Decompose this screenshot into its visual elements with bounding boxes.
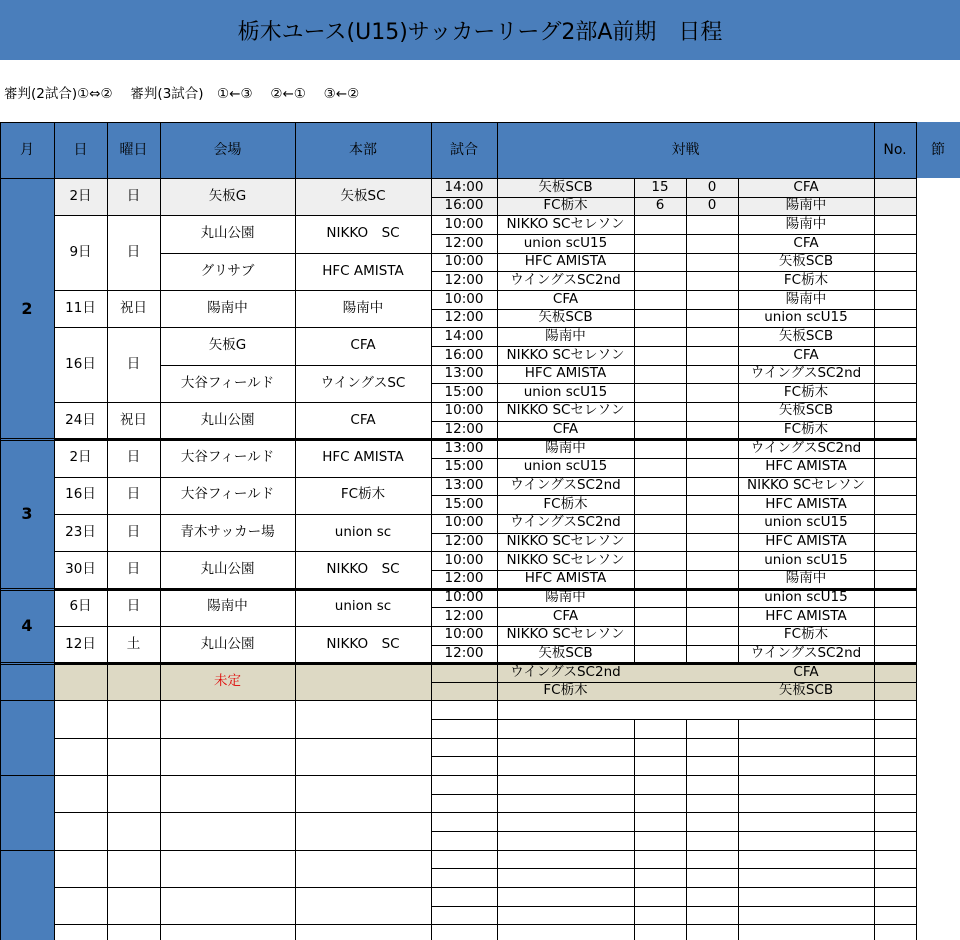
grid-line <box>431 831 916 832</box>
away-score <box>686 458 738 477</box>
match-no <box>874 402 916 421</box>
grid-line <box>431 495 916 496</box>
away-score <box>686 533 738 552</box>
grid-line <box>874 122 875 940</box>
grid-line <box>54 924 431 925</box>
away-team: ウイングスSC2nd <box>750 365 862 382</box>
match-no <box>874 271 916 290</box>
match-time: 10:00 <box>444 589 484 606</box>
grid-line <box>0 122 1 940</box>
away-score <box>686 514 738 533</box>
grid-line <box>431 402 916 403</box>
match-no <box>874 514 916 533</box>
home-team: CFA <box>552 421 579 438</box>
month-cell: 2 <box>0 178 54 439</box>
grid-line <box>431 477 916 478</box>
grid-line <box>431 533 916 534</box>
grid-line <box>0 122 916 123</box>
venue-cell: 丸山公園 <box>200 561 255 578</box>
grid-line <box>431 551 916 552</box>
hq-cell: FC栃木 <box>340 486 386 503</box>
away-team: 陽南中 <box>785 570 827 587</box>
grid-line <box>54 514 431 515</box>
match-no <box>874 682 916 701</box>
venue-cell: 青木サッカー場 <box>180 523 275 540</box>
header-weekday: 曜日 <box>107 122 160 178</box>
match-time: 16:00 <box>431 197 497 216</box>
grid-line <box>54 626 431 627</box>
away-team: CFA <box>738 178 874 197</box>
home-team: HFC AMISTA <box>524 253 607 270</box>
month-cell-empty <box>0 850 54 940</box>
home-score <box>634 477 686 496</box>
grid-line <box>54 738 431 739</box>
match-no <box>874 234 916 253</box>
header-match: 対戦 <box>497 122 874 178</box>
away-team: NIKKO SCセレソン <box>747 477 865 494</box>
away-score <box>686 477 738 496</box>
home-team: ウイングスSC2nd <box>510 271 621 288</box>
match-time: 10:00 <box>444 215 484 232</box>
grid-line <box>431 850 916 851</box>
grid-line <box>54 812 431 813</box>
hq-cell: CFA <box>350 411 376 428</box>
hq-cell: HFC AMISTA <box>322 262 404 279</box>
away-score <box>686 346 738 365</box>
hq-cell: NIKKO SC <box>326 225 400 242</box>
away-score <box>686 551 738 570</box>
away-score <box>686 495 738 514</box>
match-time: 12:00 <box>444 645 484 662</box>
venue-cell: 丸山公園 <box>200 411 255 428</box>
day-cell: 9日 <box>69 243 92 260</box>
home-score <box>634 346 686 365</box>
match-no <box>874 551 916 570</box>
home-team: NIKKO SCセレソン <box>506 402 625 419</box>
grid-line <box>431 309 916 310</box>
weekday-cell: 祝日 <box>120 299 147 316</box>
away-score <box>686 383 738 402</box>
grid-line <box>497 122 498 940</box>
grid-line <box>431 570 916 571</box>
away-team: FC栃木 <box>783 626 829 643</box>
home-team: 陽南中 <box>545 439 586 456</box>
away-team: HFC AMISTA <box>765 533 847 550</box>
home-score <box>634 421 686 440</box>
match-time: 12:00 <box>444 234 484 251</box>
home-score <box>634 290 686 309</box>
match-time: 16:00 <box>444 346 484 363</box>
grid-line <box>0 850 54 851</box>
home-team: union scU15 <box>523 458 608 475</box>
undecided-hq <box>295 663 431 700</box>
grid-line <box>54 122 55 940</box>
match-no <box>874 365 916 384</box>
away-team: union scU15 <box>764 551 848 568</box>
home-team: CFA <box>552 290 579 307</box>
grid-line <box>431 253 916 254</box>
hq-cell: NIKKO SC <box>326 561 400 578</box>
home-team: FC栃木 <box>497 197 634 216</box>
grid-line <box>686 719 687 940</box>
day-cell: 11日 <box>65 299 96 316</box>
home-score <box>634 607 686 626</box>
away-score <box>686 309 738 328</box>
away-team: CFA <box>738 663 874 682</box>
match-time: 14:00 <box>431 178 497 197</box>
venue-cell: 矢板G <box>160 178 295 215</box>
home-team: NIKKO SCセレソン <box>506 551 625 568</box>
match-no <box>874 421 916 440</box>
grid-line <box>431 775 916 776</box>
away-team: CFA <box>793 346 819 363</box>
away-team: union scU15 <box>764 514 848 531</box>
home-score <box>634 234 686 253</box>
home-team: 陽南中 <box>545 589 586 606</box>
home-team: 矢板SCB <box>538 309 593 326</box>
venue-cell: 陽南中 <box>207 299 248 316</box>
page-title: 栃木ユース(U15)サッカーリーグ2部A前期 日程 <box>0 0 960 60</box>
away-score <box>686 253 738 272</box>
grid-line <box>431 346 916 347</box>
match-time: 12:00 <box>444 271 484 288</box>
header-day: 日 <box>54 122 107 178</box>
hq-cell: ウイングスSC <box>320 374 406 391</box>
grid-line <box>107 122 108 940</box>
grid-line <box>54 215 431 216</box>
grid-line <box>431 738 916 739</box>
grid-line <box>431 383 916 384</box>
home-team: HFC AMISTA <box>524 570 607 587</box>
home-score <box>634 645 686 664</box>
home-score <box>634 327 686 346</box>
home-team: NIKKO SCセレソン <box>506 346 625 363</box>
home-score <box>634 570 686 589</box>
grid-line <box>54 775 431 776</box>
undecided-label: 未定 <box>160 663 295 700</box>
header-round: 節 <box>916 122 960 178</box>
grid-line <box>295 122 296 940</box>
away-team: ウイングスSC2nd <box>750 645 862 662</box>
away-score <box>686 234 738 253</box>
weekday-cell: 祝日 <box>120 411 147 428</box>
away-team: 矢板SCB <box>738 682 874 701</box>
day-cell: 12日 <box>65 635 96 652</box>
weekday-cell: 日 <box>126 598 141 615</box>
day-cell: 2日 <box>54 178 107 215</box>
grid-line <box>54 402 431 403</box>
day-cell: 16日 <box>65 355 96 372</box>
home-score <box>634 551 686 570</box>
home-team: CFA <box>552 607 579 624</box>
grid-line <box>431 458 916 459</box>
day-cell: 24日 <box>65 411 96 428</box>
weekday-cell: 日 <box>126 523 141 540</box>
match-time: 10:00 <box>444 402 484 419</box>
home-team: FC栃木 <box>497 682 634 701</box>
grid-line <box>160 365 431 366</box>
hq-cell: CFA <box>350 337 376 354</box>
home-team: NIKKO SCセレソン <box>506 626 625 643</box>
match-time: 12:00 <box>444 607 484 624</box>
hq-cell: 陽南中 <box>342 299 384 316</box>
home-team: HFC AMISTA <box>524 365 607 382</box>
match-time: 13:00 <box>444 477 484 494</box>
grid-line <box>54 477 431 478</box>
hq-cell: union sc <box>334 523 392 540</box>
hq-cell: 矢板SC <box>295 178 431 215</box>
home-score: 6 <box>634 197 686 216</box>
grid-line <box>431 234 916 235</box>
home-team: 陽南中 <box>545 327 586 344</box>
away-team: 陽南中 <box>738 197 874 216</box>
match-time: 10:00 <box>444 626 484 643</box>
match-no <box>874 383 916 402</box>
home-score: 15 <box>634 178 686 197</box>
grid-line <box>54 290 431 291</box>
home-team: union scU15 <box>523 234 608 251</box>
home-team: ウイングスSC2nd <box>510 477 621 494</box>
home-team: 矢板SCB <box>497 178 634 197</box>
away-score: 0 <box>686 197 738 216</box>
grid-line <box>0 178 916 179</box>
match-time: 15:00 <box>444 383 484 400</box>
grid-line <box>431 906 916 907</box>
away-team: 矢板SCB <box>778 253 834 270</box>
home-score <box>634 458 686 477</box>
away-score <box>686 570 738 589</box>
away-score <box>686 271 738 290</box>
month-cell-empty <box>0 738 54 850</box>
grid-line <box>634 719 635 940</box>
home-score <box>634 514 686 533</box>
match-no <box>874 253 916 272</box>
match-time: 12:00 <box>444 421 484 438</box>
home-team: 矢板SCB <box>538 645 593 662</box>
home-score <box>634 271 686 290</box>
away-team: union scU15 <box>764 589 848 606</box>
home-team: NIKKO SCセレソン <box>506 533 625 550</box>
match-time: 12:00 <box>444 533 484 550</box>
grid-line <box>431 794 916 795</box>
venue-cell: グリサブ <box>200 262 255 279</box>
away-score <box>686 327 738 346</box>
hq-cell: union sc <box>334 598 392 615</box>
match-no <box>874 290 916 309</box>
day-cell: 6日 <box>69 598 92 615</box>
grid-line <box>0 662 916 668</box>
match-time: 13:00 <box>444 365 484 382</box>
away-score <box>686 626 738 645</box>
home-score <box>634 495 686 514</box>
hq-cell: NIKKO SC <box>326 635 400 652</box>
header-month: 月 <box>0 122 54 178</box>
venue-cell: 大谷フィールド <box>180 486 275 503</box>
weekday-cell: 日 <box>126 486 141 503</box>
grid-line <box>916 122 917 940</box>
match-time: 15:00 <box>444 458 484 475</box>
away-team: union scU15 <box>764 309 848 326</box>
weekday-cell: 日 <box>126 243 141 260</box>
away-score <box>686 421 738 440</box>
venue-cell: 大谷フィールド <box>180 449 275 466</box>
grid-line <box>431 365 916 366</box>
match-time: 10:00 <box>444 290 484 307</box>
grid-line <box>54 887 431 888</box>
away-team: 矢板SCB <box>778 402 834 419</box>
match-time: 10:00 <box>444 253 484 270</box>
grid-line <box>431 887 916 888</box>
grid-line <box>431 607 916 608</box>
grid-line <box>431 122 432 940</box>
away-score <box>686 402 738 421</box>
match-no <box>874 570 916 589</box>
away-team: ウイングスSC2nd <box>750 439 862 456</box>
weekday-cell: 日 <box>107 178 160 215</box>
home-score <box>634 253 686 272</box>
away-score <box>686 290 738 309</box>
match-time <box>431 682 497 701</box>
match-no <box>874 458 916 477</box>
header-venue: 会場 <box>160 122 295 178</box>
grid-line <box>431 756 916 757</box>
away-team: FC栃木 <box>783 271 829 288</box>
home-score <box>634 383 686 402</box>
away-team: 矢板SCB <box>778 327 834 344</box>
grid-line <box>0 775 54 776</box>
grid-line <box>431 924 916 925</box>
venue-cell: 矢板G <box>208 337 247 354</box>
grid-line <box>431 700 916 701</box>
away-score <box>686 607 738 626</box>
day-cell: 16日 <box>65 486 96 503</box>
away-team: 陽南中 <box>785 215 827 232</box>
score-cell <box>634 682 738 701</box>
home-score <box>634 626 686 645</box>
weekday-cell: 土 <box>126 635 141 652</box>
grid-line <box>431 719 916 720</box>
home-score <box>634 309 686 328</box>
away-team: 陽南中 <box>785 290 827 307</box>
away-score <box>686 365 738 384</box>
match-no <box>874 215 916 234</box>
home-score <box>634 215 686 234</box>
weekday-cell: 日 <box>126 449 141 466</box>
match-no <box>874 178 916 197</box>
home-team: NIKKO SCセレソン <box>506 215 625 232</box>
grid-line <box>431 682 916 683</box>
weekday-cell: 日 <box>126 561 141 578</box>
away-team: HFC AMISTA <box>765 607 847 624</box>
grid-line <box>431 812 916 813</box>
grid-line <box>431 626 916 627</box>
match-no <box>874 626 916 645</box>
away-team: CFA <box>793 234 819 251</box>
day-cell: 23日 <box>65 523 96 540</box>
match-no <box>874 327 916 346</box>
grid-line <box>0 588 916 594</box>
day-cell: 30日 <box>65 561 96 578</box>
grid-line <box>431 197 916 198</box>
grid-line <box>160 122 161 940</box>
grid-line <box>738 719 739 940</box>
weekday-cell: 日 <box>126 355 141 372</box>
grid-line <box>431 327 916 328</box>
match-no <box>874 533 916 552</box>
away-team: HFC AMISTA <box>765 458 847 475</box>
home-team: FC栃木 <box>543 495 588 512</box>
grid-line <box>54 327 431 328</box>
home-team: ウイングスSC2nd <box>497 663 634 682</box>
away-score: 0 <box>686 178 738 197</box>
match-time: 12:00 <box>444 570 484 587</box>
match-no <box>874 495 916 514</box>
grid-line <box>0 700 431 701</box>
match-time: 13:00 <box>444 439 484 456</box>
match-time: 10:00 <box>444 514 484 531</box>
grid-line <box>431 271 916 272</box>
grid-line <box>431 215 916 216</box>
venue-cell: 大谷フィールド <box>180 374 275 391</box>
match-no <box>874 607 916 626</box>
grid-line <box>160 253 431 254</box>
match-no <box>874 645 916 664</box>
home-score <box>634 402 686 421</box>
grid-line <box>54 551 431 552</box>
referee-note: 審判(2試合)①⇔② 審判(3試合) ①←③ ②←① ③←② <box>4 86 360 102</box>
match-no <box>874 197 916 216</box>
match-no <box>874 309 916 328</box>
grid-line <box>431 868 916 869</box>
match-time: 14:00 <box>444 327 484 344</box>
month-cell: 4 <box>0 589 54 664</box>
away-team: FC栃木 <box>783 383 829 400</box>
match-time: 12:00 <box>444 309 484 326</box>
venue-cell: 丸山公園 <box>200 225 255 242</box>
away-score <box>686 645 738 664</box>
home-score <box>634 365 686 384</box>
venue-cell: 陽南中 <box>207 598 248 615</box>
grid-line <box>431 290 916 291</box>
away-team: FC栃木 <box>783 421 829 438</box>
month-cell: 3 <box>0 439 54 588</box>
home-team: ウイングスSC2nd <box>510 514 621 531</box>
header-no: No. <box>874 122 916 178</box>
away-score <box>686 215 738 234</box>
grid-line <box>431 514 916 515</box>
home-score <box>634 533 686 552</box>
away-team: HFC AMISTA <box>765 495 847 512</box>
home-team: union scU15 <box>523 383 608 400</box>
header-time: 試合 <box>431 122 497 178</box>
match-time: 10:00 <box>444 551 484 568</box>
day-cell: 2日 <box>69 449 92 466</box>
grid-line <box>0 438 916 444</box>
grid-line <box>54 850 431 851</box>
match-time: 15:00 <box>444 495 484 512</box>
header-hq: 本部 <box>295 122 431 178</box>
venue-cell: 丸山公園 <box>200 635 255 652</box>
hq-cell: HFC AMISTA <box>322 449 404 466</box>
match-no <box>874 477 916 496</box>
match-no <box>874 346 916 365</box>
grid-line <box>431 645 916 646</box>
grid-line <box>431 421 916 422</box>
